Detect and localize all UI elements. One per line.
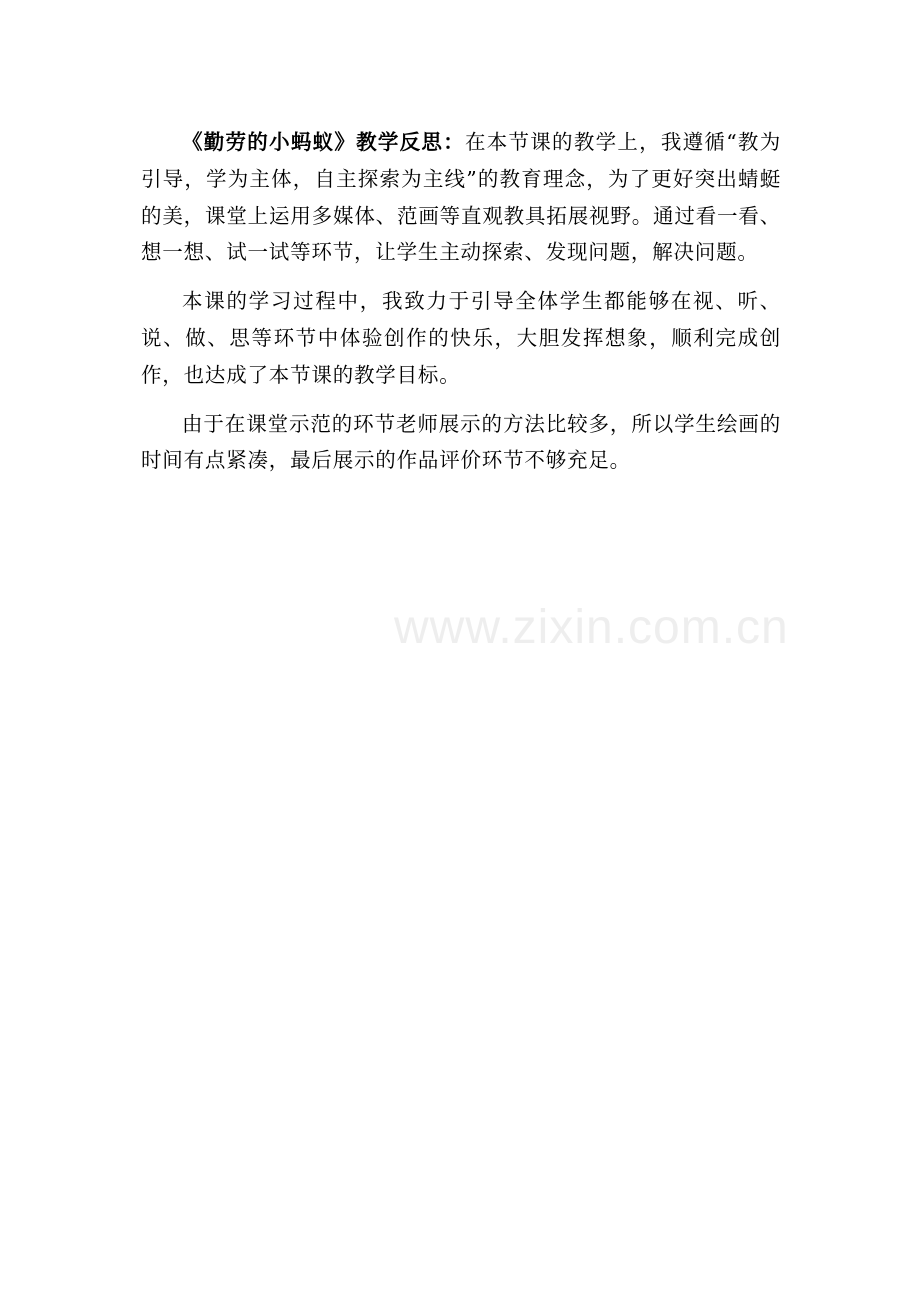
reflection-title: 《勤劳的小蚂蚁》教学反思： [182,130,465,154]
paragraph-2: 本课的学习过程中，我致力于引导全体学生都能够在视、听、说、做、思等环节中体验创作的快乐，大胆发挥想象，顺利完成创作，也达成了本节课的教学目标。 [141,289,781,387]
watermark: www.zixin.com.cn [394,601,789,654]
paragraph-1 [141,124,781,271]
document-body [141,124,781,491]
paragraph-3: 由于在课堂示范的环节老师展示的方法比较多，所以学生绘画的时间有点紧凑，最后展示的作品评价环节不够充足。 [141,411,781,473]
paragraph-1-text: 在本节课的教学上，我遵循“教为引导，学为主体，自主探索为主线”的教育理念，为了更好突出蜻蜓的美，课堂上运用多媒体、范画等直观教具拓展视野。通过看一看、想一想、试一试等环节，让学生主动探索、发现问题，解决问题。 [141,130,782,265]
